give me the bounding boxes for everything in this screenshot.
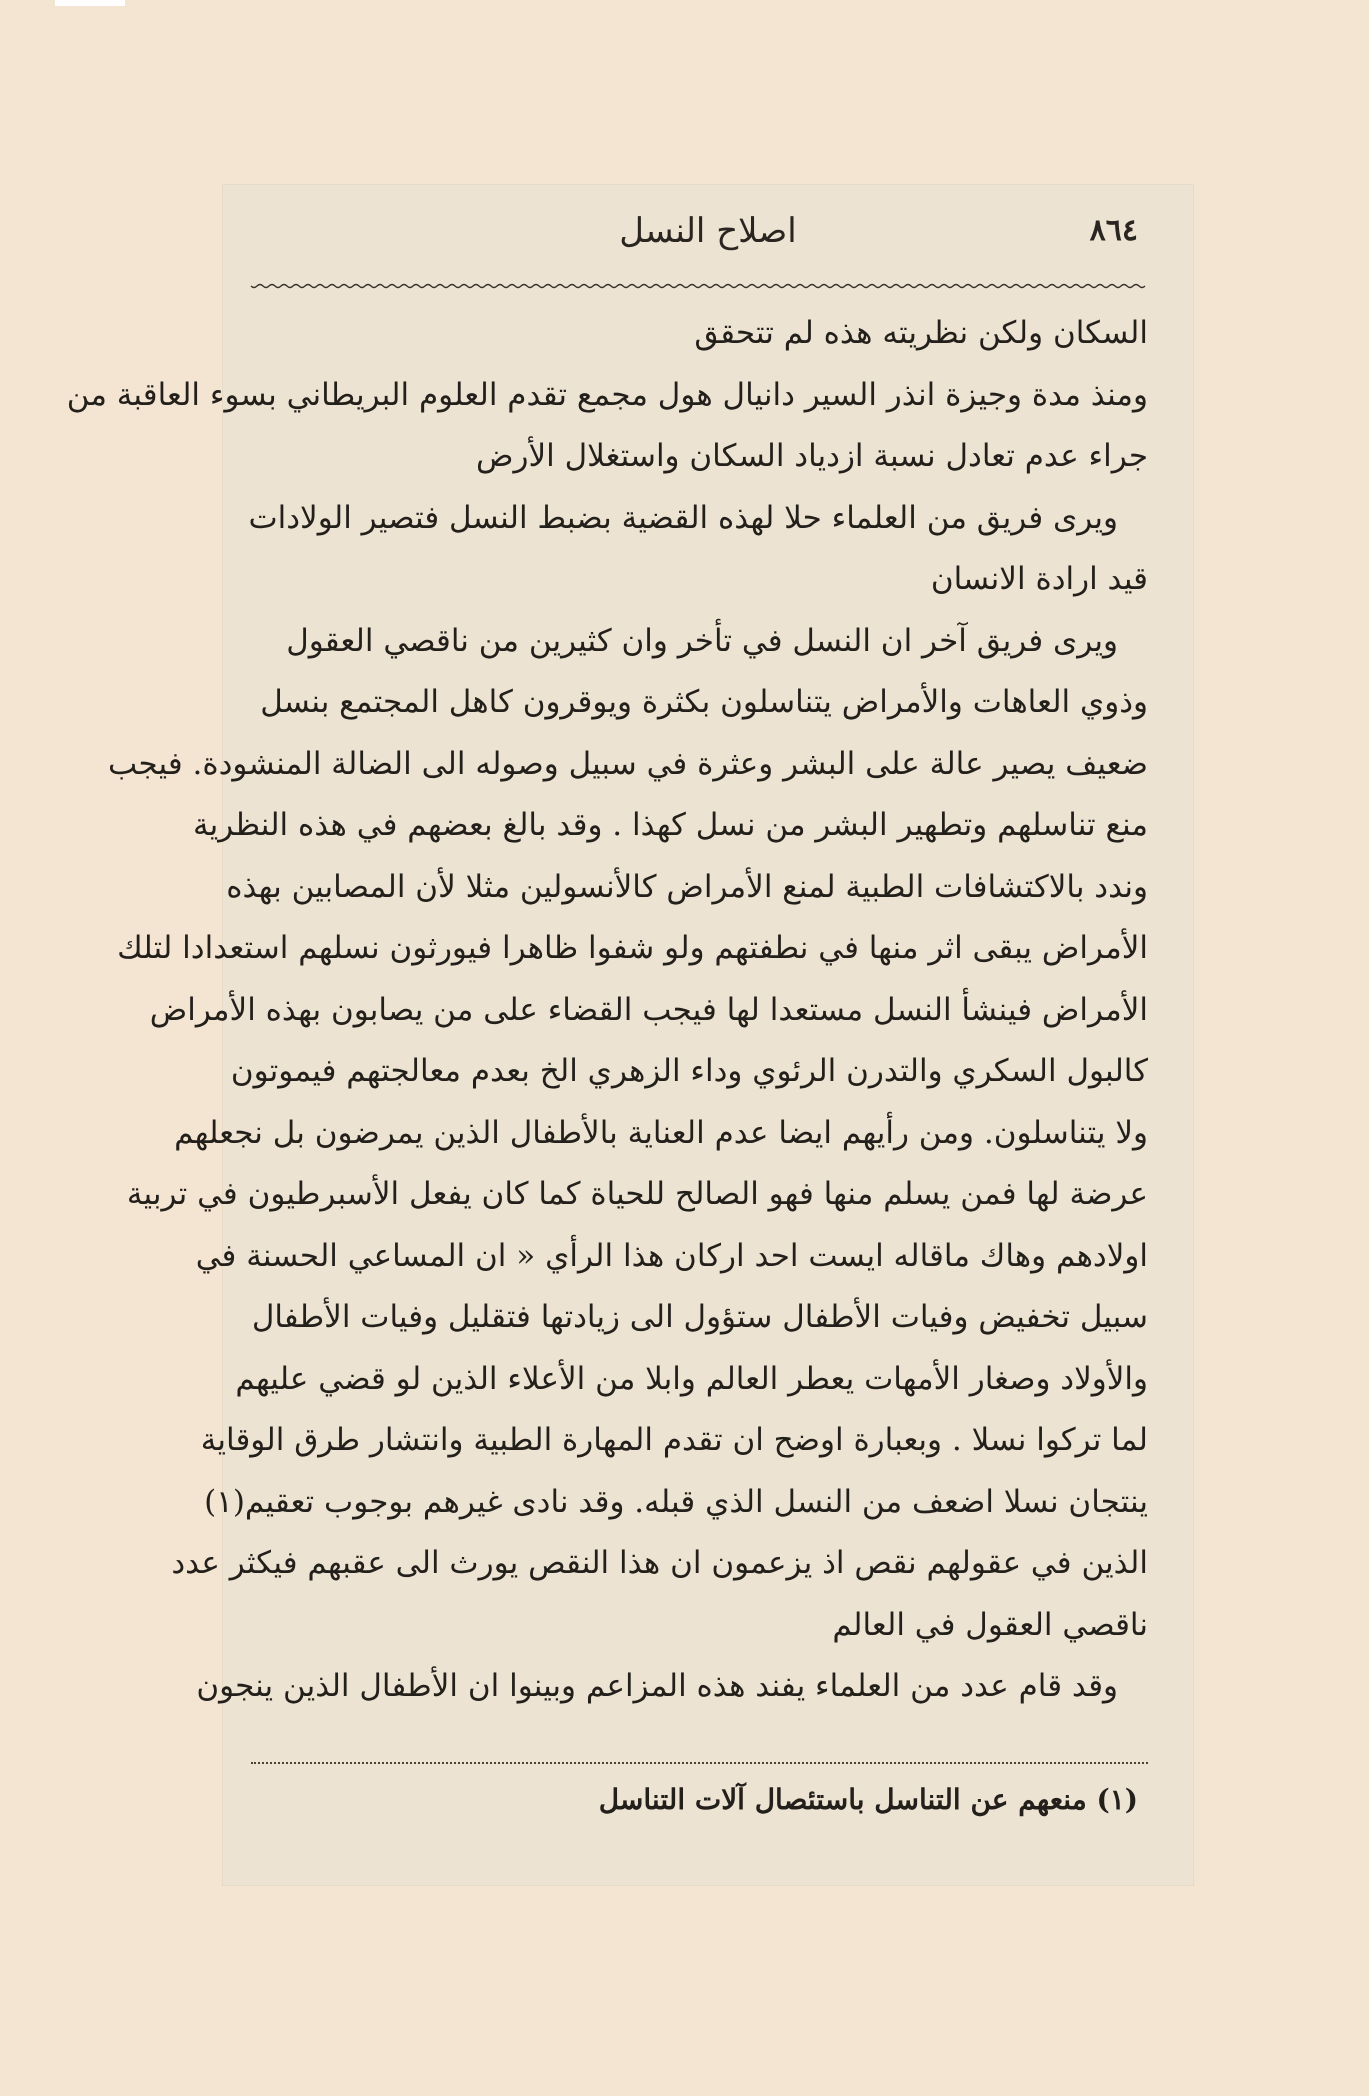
text-line: جراء عدم تعادل نسبة ازدياد السكان واستغلال الأرض — [476, 438, 1148, 474]
text-line: قيد ارادة الانسان — [930, 561, 1148, 597]
corner-tab — [55, 0, 125, 6]
footnote-rule — [251, 1762, 1148, 1764]
text-line: وقد قام عدد من العلماء يفند هذه المزاعم وبينوا ان الأطفال الذين ينجون — [196, 1668, 1118, 1704]
text-line: اولادهم وهاك ماقاله ايست احد اركان هذا الرأي « ان المساعي الحسنة في — [195, 1237, 1148, 1274]
text-line: كالبول السكري والتدرن الرئوي وداء الزهري الخ بعدم معالجتهم فيموتون — [230, 1053, 1148, 1089]
page-number: ٨٦٤ — [1089, 213, 1138, 248]
text-line: سبيل تخفيض وفيات الأطفال ستؤول الى زيادتها فتقليل وفيات الأطفال — [251, 1299, 1148, 1335]
text-line: ويرى فريق من العلماء حلا لهذه القضية بضبط النسل فتصير الولادات — [248, 499, 1118, 536]
page-header — [223, 205, 1193, 265]
text-line: لما تركوا نسلا . وبعبارة اوضح ان تقدم المهارة الطبية وانتشار طرق الوقاية — [200, 1422, 1148, 1458]
text-line: ضعيف يصير عالة على البشر وعثرة في سبيل وصوله الى الضالة المنشودة. فيجب — [108, 745, 1148, 782]
text-line: ناقصي العقول في العالم — [832, 1606, 1148, 1643]
text-line: السكان ولكن نظريته هذه لم تتحقق — [694, 315, 1148, 351]
book-page — [66, 185, 1193, 1885]
text-line: ينتجان نسلا اضعف من النسل الذي قبله. وقد نادى غيرهم بوجوب تعقيم(١) — [204, 1483, 1148, 1520]
text-line: منع تناسلهم وتطهير البشر من نسل كهذا . وقد بالغ بعضهم في هذه النظرية — [192, 807, 1148, 843]
text-line: عرضة لها فمن يسلم منها فهو الصالح للحياة كما كان يفعل الأسبرطيون في تربية — [126, 1176, 1148, 1212]
text-line: الأمراض فينشأ النسل مستعدا لها فيجب القضاء على من يصابون بهذه الأمراض — [149, 991, 1148, 1028]
text-line: ويرى فريق آخر ان النسل في تأخر وان كثيرين من ناقصي العقول — [286, 622, 1118, 659]
text-line: الأمراض يبقى اثر منها في نطفتهم ولو شفوا ظاهرا فيورثون نسلهم استعدادا لتلك — [117, 930, 1148, 966]
running-title: اصلاح النسل — [619, 211, 797, 251]
text-line: وذوي العاهات والأمراض يتناسلون بكثرة ويوقرون كاهل المجتمع بنسل — [260, 684, 1148, 720]
footnote: (١) منعهم عن التناسل باستئصال آلات التناسل — [598, 1783, 1138, 1816]
text-line: وندد بالاكتشافات الطبية لمنع الأمراض كالأنسولين مثلا لأن المصابين بهذه — [226, 868, 1148, 905]
text-line: والأولاد وصغار الأمهات يعطر العالم وابلا من الأعلاء الذين لو قضي عليهم — [235, 1360, 1148, 1397]
body-text — [66, 303, 1148, 1718]
text-line: ومنذ مدة وجيزة انذر السير دانيال هول مجمع تقدم العلوم البريطاني بسوء العاقبة من — [66, 376, 1148, 413]
text-line: الذين في عقولهم نقص اذ يزعمون ان هذا النقص يورث الى عقبهم فيكثر عدد — [171, 1545, 1148, 1581]
wavy-rule — [251, 281, 1143, 291]
text-line: ولا يتناسلون. ومن رأيهم ايضا عدم العناية بالأطفال الذين يمرضون بل نجعلهم — [174, 1114, 1148, 1151]
